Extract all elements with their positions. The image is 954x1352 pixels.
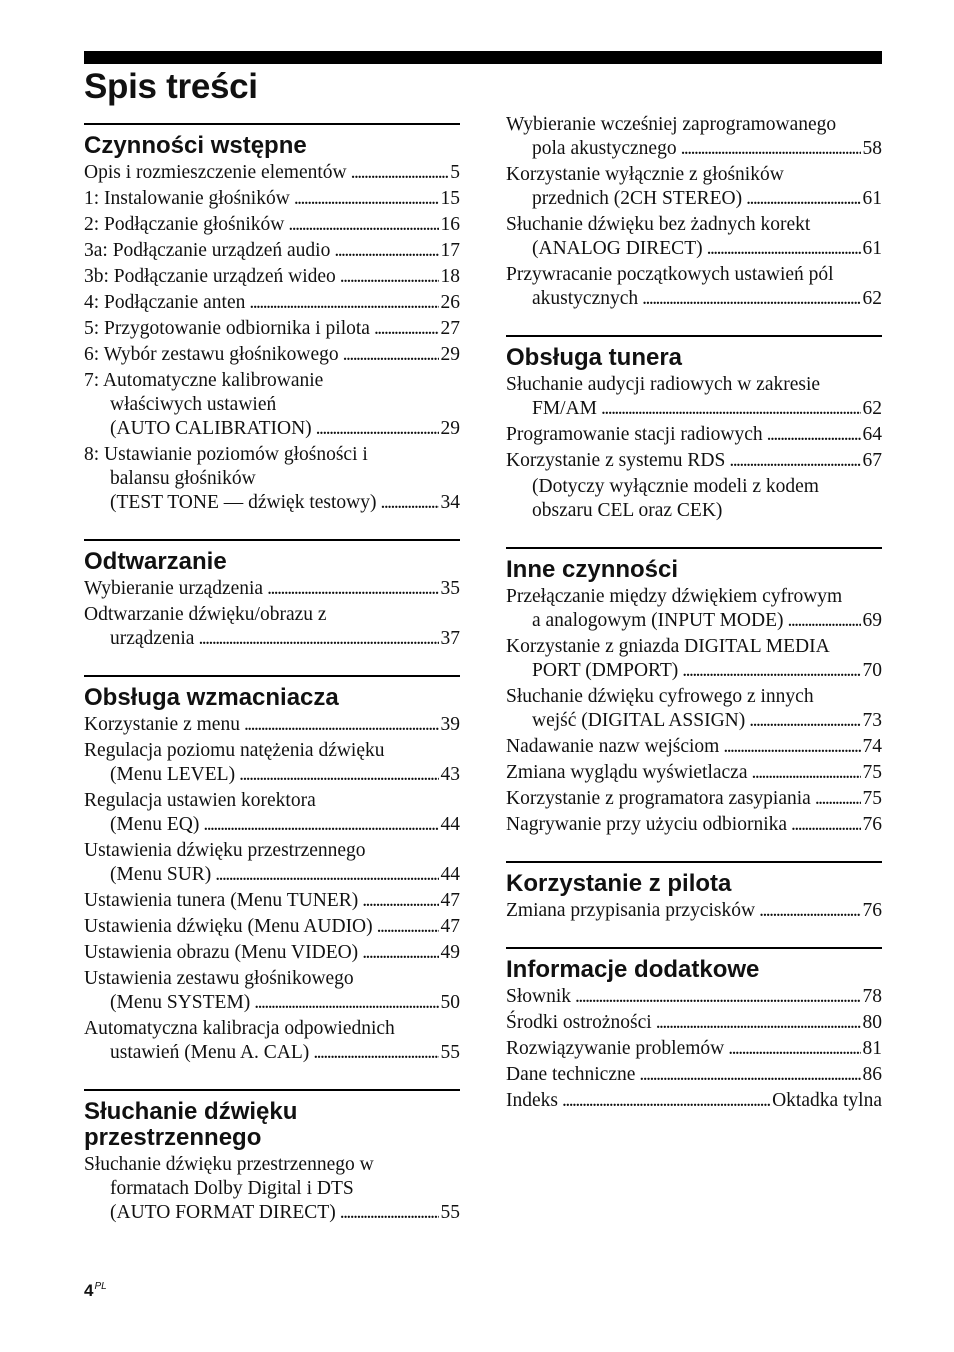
- toc-entry[interactable]: [506, 735, 882, 759]
- toc-entry-text: Przywracanie początkowych ustawień pól: [506, 264, 834, 285]
- leader-dots: [678, 659, 860, 683]
- toc-section-czynnosci-wstepne: [84, 123, 460, 515]
- leader-dots: [235, 763, 438, 787]
- toc-entry-text: pola akustycznego: [532, 138, 677, 159]
- toc-entry[interactable]: [84, 739, 460, 787]
- toc-entry-page: 49: [440, 942, 460, 963]
- toc-entry-page: 26: [440, 292, 460, 313]
- toc-section-obsluga-wzmacniacza: [84, 675, 460, 1065]
- toc-entry-page: 69: [862, 610, 882, 631]
- toc-entry[interactable]: [506, 635, 882, 683]
- toc-entry-text: Korzystanie z menu: [84, 714, 240, 735]
- toc-entry-text: Ustawienia tunera (Menu TUNER): [84, 890, 359, 911]
- toc-entry-text: formatach Dolby Digital i DTS: [110, 1178, 354, 1199]
- toc-entry[interactable]: [84, 789, 460, 837]
- toc-entry-text: Słuchanie dźwięku cyfrowego z innych: [506, 686, 814, 707]
- leader-dots: [194, 627, 438, 651]
- leader-dots: [211, 863, 438, 887]
- toc-entry-text: a analogowym (INPUT MODE): [532, 610, 784, 631]
- toc-entry-text: Korzystanie z gniazda DIGITAL MEDIA: [506, 636, 830, 657]
- toc-entry-text: (Menu SYSTEM): [110, 992, 251, 1013]
- toc-entry-page: 29: [440, 418, 460, 439]
- toc-entry-page: 78: [862, 986, 882, 1007]
- section-heading: Korzystanie z pilota: [506, 870, 732, 897]
- toc-entry[interactable]: [84, 443, 460, 515]
- leader-dots: [724, 1037, 860, 1061]
- page-number: [84, 1281, 107, 1301]
- toc-entry[interactable]: [506, 787, 882, 811]
- toc-entry[interactable]: [506, 1089, 882, 1113]
- leader-dots: [347, 161, 449, 185]
- toc-section-continued: [506, 113, 882, 311]
- toc-entry-text: właściwych ustawień: [110, 394, 277, 415]
- toc-entry[interactable]: [506, 475, 882, 523]
- toc-entry-text: Wybieranie wcześniej zaprogramowanego: [506, 114, 837, 135]
- leader-dots: [677, 137, 861, 161]
- toc-entry-text: Ustawienia zestawu głośnikowego: [84, 968, 354, 989]
- toc-entry[interactable]: [84, 577, 460, 601]
- leader-dots: [263, 577, 438, 601]
- leader-dots: [336, 1201, 439, 1225]
- toc-entry-page: 55: [440, 1042, 460, 1063]
- toc-entry-text: Nagrywanie przy użyciu odbiornika: [506, 814, 788, 835]
- toc-entry-page: 86: [862, 1064, 882, 1085]
- toc-entry-text: Wybieranie urządzenia: [84, 578, 264, 599]
- leader-dots: [376, 491, 438, 515]
- toc-entry-text: Zmiana wyglądu wyświetlacza: [506, 762, 748, 783]
- toc-entry-text: 4: Podłączanie anten: [84, 292, 246, 313]
- toc-section-inne-czynnosci: [506, 547, 882, 837]
- toc-entry-text: obszaru CEL oraz CEK): [532, 500, 723, 521]
- toc-entry-text: Korzystanie z programatora zasypiania: [506, 788, 811, 809]
- toc-entry[interactable]: [506, 585, 882, 633]
- toc-entry-text: (Menu LEVEL): [110, 764, 236, 785]
- toc-section-korzystanie-z-pilota: [506, 861, 882, 923]
- toc-entry[interactable]: [506, 1063, 882, 1087]
- toc-entry-text: (Menu EQ): [110, 814, 200, 835]
- toc-entry-page: 39: [440, 714, 460, 735]
- toc-entry-page: 76: [862, 814, 882, 835]
- toc-entry-text: Korzystanie z systemu RDS: [506, 450, 726, 471]
- toc-entry-page: 44: [440, 864, 460, 885]
- leader-dots: [339, 343, 439, 367]
- toc-entry[interactable]: [84, 1153, 460, 1225]
- toc-entry-page: 75: [862, 762, 882, 783]
- toc-entry-page: 61: [862, 188, 882, 209]
- toc-entry-page: 67: [862, 450, 882, 471]
- leader-dots: [358, 889, 438, 913]
- leader-dots: [811, 787, 861, 811]
- toc-entry-text: urządzenia: [110, 628, 195, 649]
- toc-entry-text: 8: Ustawianie poziomów głośności i: [84, 444, 368, 465]
- toc-entry-page: 34: [440, 492, 460, 513]
- toc-right-column: [506, 113, 882, 1137]
- toc-entry[interactable]: [506, 899, 882, 923]
- toc-entry[interactable]: [506, 263, 882, 311]
- toc-entry-page: 61: [862, 238, 882, 259]
- toc-entry-text: Ustawienia dźwięku przestrzennego: [84, 840, 366, 861]
- leader-dots: [748, 761, 861, 785]
- leader-dots: [309, 1041, 438, 1065]
- toc-entry[interactable]: [84, 713, 460, 737]
- leader-dots: [284, 213, 438, 237]
- toc-entry-text: Przełączanie między dźwiękiem cyfrowym: [506, 586, 843, 607]
- leader-dots: [312, 417, 439, 441]
- toc-entry-text: przednich (2CH STEREO): [532, 188, 743, 209]
- leader-dots: [763, 423, 861, 447]
- leader-dots: [240, 713, 439, 737]
- leader-dots: [745, 709, 860, 733]
- page-title: Spis treści: [84, 67, 258, 106]
- toc-entry[interactable]: [84, 967, 460, 1015]
- toc-entry-text: 3b: Podłączanie urządzeń wideo: [84, 266, 336, 287]
- page-number-suffix: PL: [94, 1281, 107, 1293]
- toc-entry-text: Programowanie stacji radiowych: [506, 424, 763, 445]
- toc-entry[interactable]: [84, 317, 460, 341]
- leader-dots: [742, 187, 860, 211]
- toc-entry-text: Słuchanie dźwięku przestrzennego w: [84, 1154, 374, 1175]
- toc-entry[interactable]: [84, 239, 460, 263]
- toc-entry-page: 44: [440, 814, 460, 835]
- toc-entry[interactable]: [84, 889, 460, 913]
- toc-entry-text: Zmiana przypisania przycisków: [506, 900, 756, 921]
- toc-entry-page: 81: [862, 1038, 882, 1059]
- section-heading: Odtwarzanie: [84, 548, 227, 575]
- toc-entry-text: PORT (DMPORT): [532, 660, 679, 681]
- toc-section-odtwarzanie: [84, 539, 460, 651]
- toc-entry-text: (Menu SUR): [110, 864, 212, 885]
- leader-dots: [638, 287, 860, 311]
- toc-entry-text: 6: Wybór zestawu głośnikowego: [84, 344, 339, 365]
- toc-entry[interactable]: [506, 985, 882, 1009]
- toc-entry[interactable]: [84, 1017, 460, 1065]
- toc-entry-page: 27: [440, 318, 460, 339]
- toc-entry-page: 75: [862, 788, 882, 809]
- toc-entry[interactable]: [506, 1037, 882, 1061]
- toc-entry[interactable]: [506, 1011, 882, 1035]
- toc-entry[interactable]: [506, 685, 882, 733]
- leader-dots: [373, 915, 439, 939]
- toc-entry[interactable]: [84, 161, 460, 185]
- section-heading: Słuchanie dźwięku przestrzennego: [84, 1098, 298, 1151]
- leader-dots: [199, 813, 438, 837]
- toc-entry-text: FM/AM: [532, 398, 598, 419]
- toc-entry-text: Nadawanie nazw wejściom: [506, 736, 720, 757]
- leader-dots: [290, 187, 439, 211]
- toc-entry-text: Dane techniczne: [506, 1064, 636, 1085]
- toc-entry-page: 5: [450, 162, 460, 183]
- leader-dots: [652, 1011, 861, 1035]
- toc-entry-page: 58: [862, 138, 882, 159]
- toc-entry[interactable]: [84, 343, 460, 367]
- toc-entry-page: 80: [862, 1012, 882, 1033]
- toc-entry-page: 29: [440, 344, 460, 365]
- toc-entry[interactable]: [84, 369, 460, 441]
- section-heading: Czynności wstępne: [84, 132, 307, 159]
- toc-entry-page: 43: [440, 764, 460, 785]
- toc-entry-text: Ustawienia dźwięku (Menu AUDIO): [84, 916, 373, 937]
- toc-entry-page: 74: [862, 736, 882, 757]
- toc-entry-text: Automatyczna kalibracja odpowiednich: [84, 1018, 395, 1039]
- leader-dots: [358, 941, 438, 965]
- toc-entry-text: 2: Podłączanie głośników: [84, 214, 285, 235]
- leader-dots: [370, 317, 439, 341]
- leader-dots: [250, 991, 438, 1015]
- toc-entry[interactable]: [506, 163, 882, 211]
- toc-entry-page: 62: [862, 288, 882, 309]
- toc-entry-text: Słuchanie dźwięku bez żadnych korekt: [506, 214, 811, 235]
- toc-entry[interactable]: [506, 813, 882, 837]
- section-heading: Inne czynności: [506, 556, 679, 583]
- toc-entry-text: ustawień (Menu A. CAL): [110, 1042, 310, 1063]
- toc-entry-text: (AUTO CALIBRATION): [110, 418, 312, 439]
- toc-entry-text: Ustawienia obrazu (Menu VIDEO): [84, 942, 359, 963]
- toc-entry-text: (TEST TONE — dźwięk testowy): [110, 492, 377, 513]
- toc-entry-page: 47: [440, 890, 460, 911]
- toc-entry[interactable]: [506, 761, 882, 785]
- toc-entry[interactable]: [84, 265, 460, 289]
- toc-entry-page: 62: [862, 398, 882, 419]
- toc-entry[interactable]: [84, 915, 460, 939]
- toc-entry-page: Oktadka tylna: [772, 1090, 882, 1111]
- leader-dots: [336, 265, 439, 289]
- leader-dots: [571, 985, 860, 1009]
- toc-section-informacje-dodatkowe: [506, 947, 882, 1113]
- toc-entry-text: 5: Przygotowanie odbiornika i pilota: [84, 318, 370, 339]
- leader-dots: [719, 735, 860, 759]
- toc-section-sluchanie-dzwieku-przestrzennego: [84, 1089, 460, 1225]
- leader-dots: [783, 609, 860, 633]
- toc-entry[interactable]: [506, 213, 882, 261]
- toc-entry-text: Rozwiązywanie problemów: [506, 1038, 725, 1059]
- toc-entry[interactable]: [84, 213, 460, 237]
- leader-dots: [330, 239, 438, 263]
- page-number-value: 4: [84, 1281, 94, 1300]
- toc-entry-page: 50: [440, 992, 460, 1013]
- leader-dots: [787, 813, 860, 837]
- toc-entry-text: Słuchanie audycji radiowych w zakresie: [506, 374, 821, 395]
- toc-entry-text: 7: Automatyczne kalibrowanie: [84, 370, 324, 391]
- section-heading: Informacje dodatkowe: [506, 956, 760, 983]
- toc-entry-text: Odtwarzanie dźwięku/obrazu z: [84, 604, 327, 625]
- leader-dots: [245, 291, 438, 315]
- leader-dots: [558, 1089, 770, 1113]
- toc-entry-text: Regulacja poziomu natężenia dźwięku: [84, 740, 385, 761]
- toc-entry[interactable]: [84, 187, 460, 211]
- toc-entry-text: wejść (DIGITAL ASSIGN): [532, 710, 746, 731]
- toc-entry-page: 15: [440, 188, 460, 209]
- toc-entry-text: (ANALOG DIRECT): [532, 238, 703, 259]
- toc-entry-page: 47: [440, 916, 460, 937]
- toc-section-obsluga-tunera: [506, 335, 882, 523]
- toc-entry-page: 18: [440, 266, 460, 287]
- toc-left-column: [84, 123, 460, 1249]
- toc-entry[interactable]: [84, 941, 460, 965]
- toc-entry[interactable]: [506, 449, 882, 473]
- toc-entry-text: 1: Instalowanie głośników: [84, 188, 290, 209]
- toc-entry-text: balansu głośników: [110, 468, 256, 489]
- toc-entry-page: 55: [440, 1202, 460, 1223]
- toc-entry-text: Środki ostrożności: [506, 1012, 652, 1033]
- leader-dots: [597, 397, 860, 421]
- toc-entry-page: 76: [862, 900, 882, 921]
- toc-entry[interactable]: [506, 113, 882, 161]
- toc-entry-text: Regulacja ustawien korektora: [84, 790, 316, 811]
- toc-entry[interactable]: [84, 839, 460, 887]
- title-rule: [84, 51, 882, 64]
- toc-entry-page: 17: [440, 240, 460, 261]
- toc-entry-text: akustycznych: [532, 288, 639, 309]
- toc-entry-text: (Dotyczy wyłącznie modeli z kodem: [532, 476, 819, 497]
- toc-entry-page: 64: [862, 424, 882, 445]
- toc-entry[interactable]: [84, 291, 460, 315]
- toc-entry-text: Słownik: [506, 986, 572, 1007]
- toc-entry-page: 16: [440, 214, 460, 235]
- toc-entry-page: 73: [862, 710, 882, 731]
- toc-entry-page: 70: [862, 660, 882, 681]
- toc-entry-text: 3a: Podłączanie urządzeń audio: [84, 240, 331, 261]
- toc-entry-text: Indeks: [506, 1090, 558, 1111]
- leader-dots: [755, 899, 860, 923]
- leader-dots: [703, 237, 861, 261]
- toc-entry-page: 35: [440, 578, 460, 599]
- toc-entry[interactable]: [84, 603, 460, 651]
- toc-entry[interactable]: [506, 373, 882, 421]
- leader-dots: [725, 449, 860, 473]
- leader-dots: [635, 1063, 860, 1087]
- toc-entry-text: Korzystanie wyłącznie z głośników: [506, 164, 784, 185]
- toc-entry-text: Opis i rozmieszczenie elementów: [84, 162, 347, 183]
- section-heading: Obsługa wzmacniacza: [84, 684, 339, 711]
- toc-entry-page: 37: [440, 628, 460, 649]
- section-heading: Obsługa tunera: [506, 344, 683, 371]
- toc-entry[interactable]: [506, 423, 882, 447]
- toc-entry-text: (AUTO FORMAT DIRECT): [110, 1202, 336, 1223]
